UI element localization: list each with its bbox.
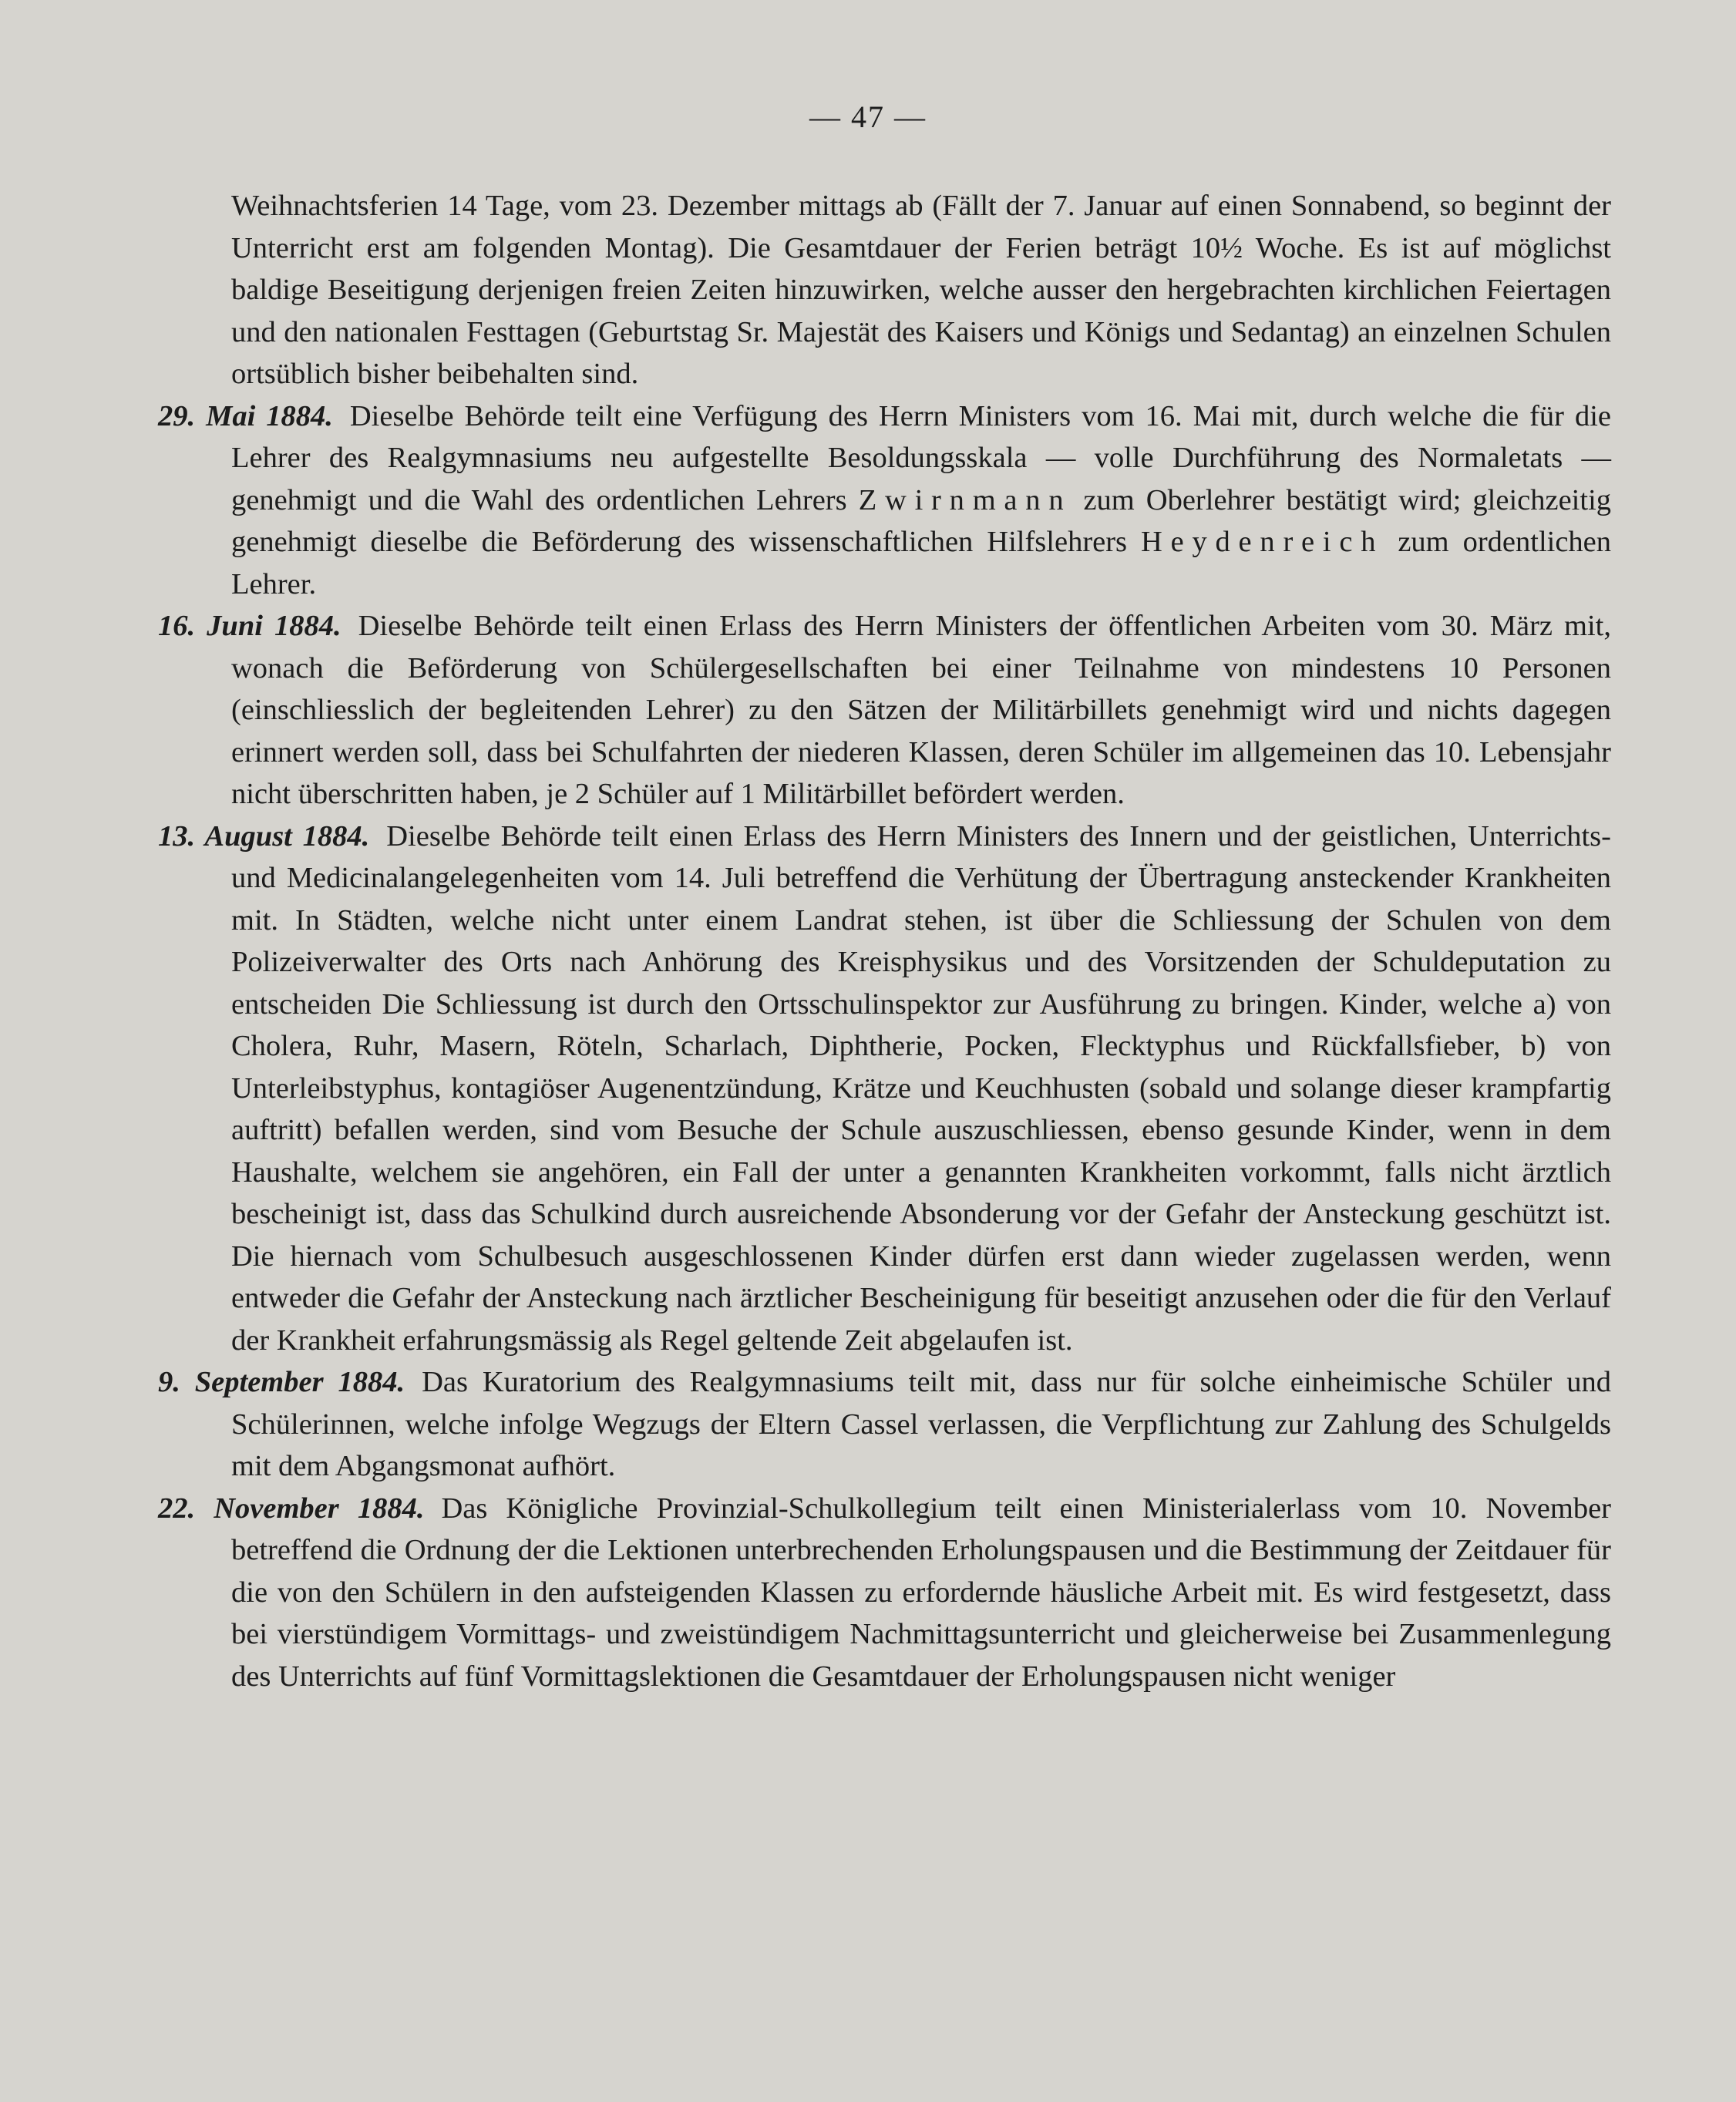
entry-22-november-1884: [158, 1488, 1611, 1698]
entry-date: 22. November 1884.: [158, 1492, 425, 1525]
intro-paragraph: Weihnachtsferien 14 Tage, vom 23. Dezember mittags ab (Fällt der 7. Januar auf einen Sonnabend, so beginnt der Unterricht erst am folgenden Montag). Die Gesamtdauer der Ferien beträgt 10½ Woche. Es ist auf möglichst baldige Beseitigung derjenigen freien Zeiten hinzuwirken, welche ausser den hergebrachten kirchlichen Feiertagen und den nationalen Festtagen (Geburtstag Sr. Majestät des Kaisers und Königs und Sedantag) an einzelnen Schulen ortsüblich bisher beibehalten sind.: [231, 190, 1611, 390]
entry-text: Das Königliche Provinzial-Schulkollegium teilt einen Ministerialerlass vom 10. November betreffend die Ordnung der die Lektionen unterbrechenden Erholungspausen und die Bestimmung der Zeitdauer für die von den Schülern in den aufsteigenden Klassen zu erfordernde häusliche Arbeit mit. Es wird festgesetzt, dass bei vierstündigem Vormittags- und zweistündigem Nachmittagsunterricht und gleicherweise bei Zusammenlegung des Unterrichts auf fünf Vormittagslektionen die Gesamtdauer der Erholungspausen nicht weniger: [231, 1492, 1611, 1693]
entry-text: Dieselbe Behörde teilt einen Erlass des Herrn Ministers des Innern und der geistlichen, Unterrichts- und Medicinalangelegenheiten vom 14. Juli betreffend die Verhütung der Übertragung ansteckender Krankheiten mit. In Städten, welche nicht unter einem Landrat stehen, ist über die Schliessung der Schulen von dem Polizeiverwalter des Orts nach Anhörung des Kreisphysikus und des Vorsitzenden der Schuldeputation zu entscheiden Die Schliessung ist durch den Ortsschulinspektor zur Ausführung zu bringen. Kinder, welche a) von Cholera, Ruhr, Masern, Röteln, Scharlach, Diphtherie, Pocken, Flecktyphus und Rückfallsfieber, b) von Unterleibstyphus, kontagiöser Augenentzündung, Krätze und Keuchhusten (sobald und solange dieser krampfartig auftritt) befallen werden, sind vom Besuche der Schule auszuschliessen, ebenso gesunde Kinder, wenn in dem Haushalte, welchem sie angehören, ein Fall der unter a genannten Krankheiten vorkommt, falls nicht ärztlich bescheinigt ist, dass das Schulkind durch ausreichende Absonderung vor der Gefahr der Ansteckung geschützt ist. Die hiernach vom Schulbesuch ausgeschlossenen Kinder dürfen erst dann wieder zugelassen werden, wenn entweder die Gefahr der Ansteckung nach ärztlicher Bescheinigung für beseitigt anzusehen oder die für den Verlauf der Krankheit erfahrungsmässig als Regel geltende Zeit abgelaufen ist.: [231, 819, 1611, 1357]
entry-text: zum ordentlichen Lehrer.: [231, 526, 1612, 600]
person-name: Heydenreich: [1141, 526, 1384, 558]
entry-date: 9. September 1884.: [158, 1366, 405, 1398]
entry-13-august-1884: [158, 816, 1611, 1362]
entry-9-september-1884: [158, 1361, 1611, 1488]
person-name: Zwirnmann: [858, 483, 1072, 516]
entry-text: zum Oberlehrer bestätigt wird; gleichzeitig genehmigt dieselbe die Beförderung des wissenschaftlichen Hilfslehrers: [231, 483, 1612, 558]
entry-text: Das Kuratorium des Realgymnasiums teilt mit, dass nur für solche einheimische Schüler und Schülerinnen, welche infolge Wegzugs der Eltern Cassel verlassen, die Verpflichtung zur Zahlung des Schulgelds mit dem Abgangsmonat aufhört.: [231, 1366, 1611, 1482]
entry-date: 16. Juni 1884.: [158, 610, 341, 642]
entry-date: 29. Mai 1884.: [158, 399, 333, 432]
entry-16-juni-1884: [158, 605, 1611, 816]
body-text: [158, 185, 1612, 1697]
entry-text: Dieselbe Behörde teilt eine Verfügung des Herrn Ministers vom 16. Mai mit, durch welche die für die Lehrer des Realgymnasiums neu aufgestellte Besoldungsskala — volle Durchführung des Normaletats — genehmigt und die Wahl des ordentlichen Lehrers: [231, 399, 1611, 516]
page-number: — 47 —: [809, 99, 927, 134]
entry-text: Dieselbe Behörde teilt einen Erlass des Herrn Ministers der öffentlichen Arbeiten vom 30. März mit, wonach die Beförderung von Schülergesellschaften bei einer Teilnahme von mindestens 10 Personen (einschliesslich der begleitenden Lehrer) zu den Sätzen der Militärbillets genehmigt wird und nichts dagegen erinnert werden soll, dass bei Schulfahrten der niederen Klassen, deren Schüler im allgemeinen das 10. Lebensjahr nicht überschritten haben, je 2 Schüler auf 1 Militärbillet befördert werden.: [231, 610, 1611, 810]
entry-29-mai-1884: [158, 395, 1612, 606]
entry-date: 13. August 1884.: [158, 819, 370, 853]
